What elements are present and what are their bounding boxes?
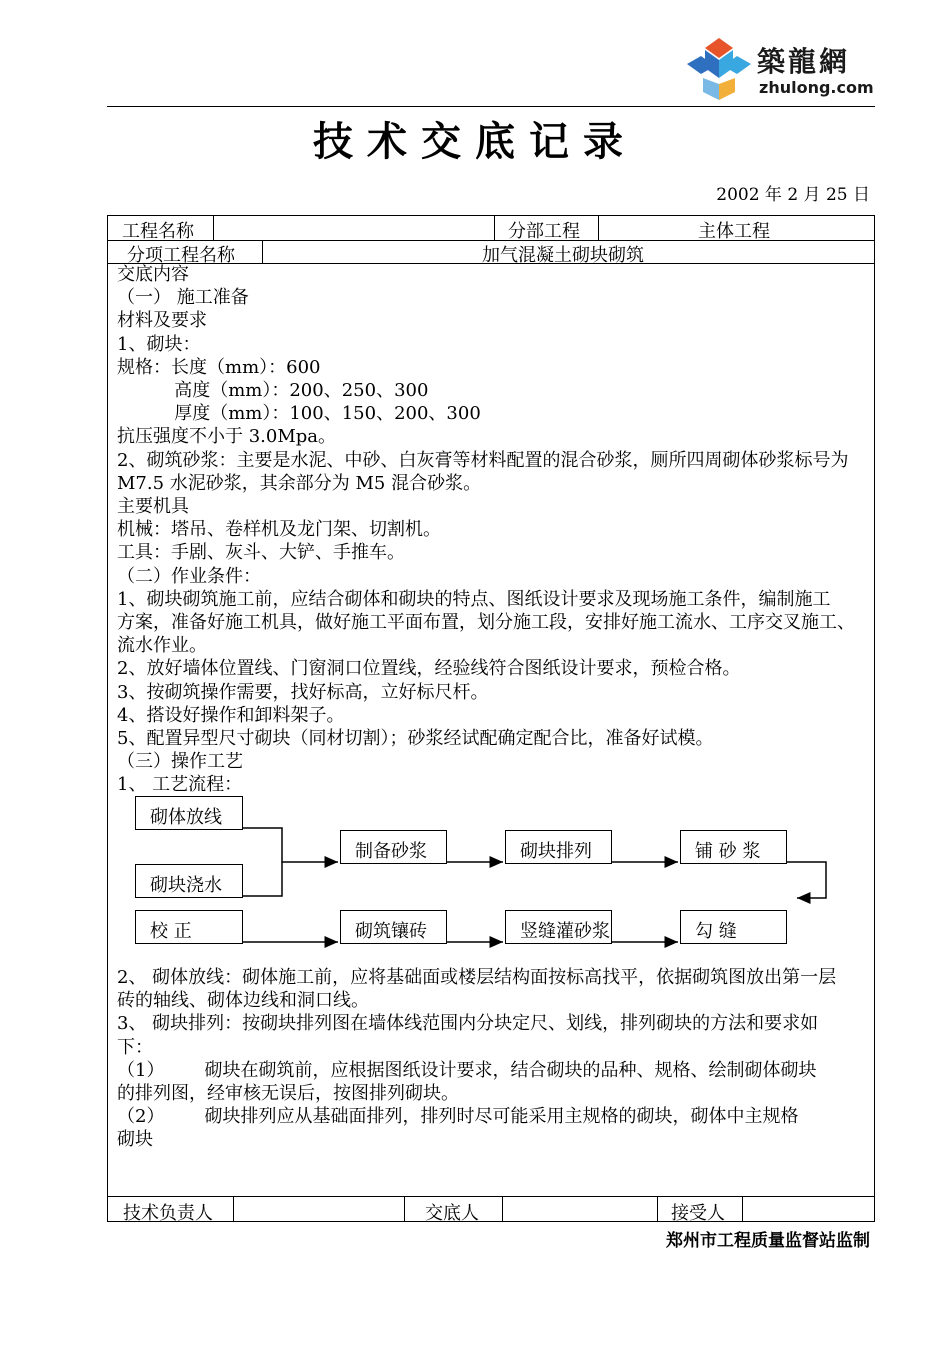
logo-chinese-text: 築龍網 xyxy=(757,45,851,78)
project-name-label: 工程名称 xyxy=(122,221,194,242)
content-line: 2、砌筑砂浆：主要是水泥、中砂、白灰膏等材料配置的混合砂浆，厕所四周砌体砂浆标号为 xyxy=(117,449,849,471)
content-line: 流水作业。 xyxy=(117,635,207,657)
flow-step-spread-mortar: 铺 砂 浆 xyxy=(680,830,787,864)
receiver-label: 接受人 xyxy=(671,1203,725,1224)
tech-lead-label: 技术负责人 xyxy=(123,1203,213,1224)
flow-step-watering: 砌块浇水 xyxy=(135,864,243,898)
item-value: 加气混凝土砌块砌筑 xyxy=(482,245,644,266)
document-date: 2002 年 2 月 25 日 xyxy=(716,185,870,205)
flow-step-brick-inlay: 砌筑镶砖 xyxy=(340,910,447,944)
content-line: 1、砌块： xyxy=(117,333,201,355)
content-line: 1、砌块砌筑施工前，应结合砌体和砌块的特点、图纸设计要求及现场施工条件，编制施工 xyxy=(117,588,831,610)
division-label: 分部工程 xyxy=(508,221,580,242)
content-line: 2、放好墙体位置线、门窗洞口位置线，经验线符合图纸设计要求，预检合格。 xyxy=(117,658,741,680)
flow-step-correct: 校 正 xyxy=(135,910,243,944)
flow-step-joint-grout: 竖缝灌砂浆 xyxy=(505,910,612,944)
content-line: 厚度（mm）：100、150、200、300 xyxy=(117,403,481,425)
content-line: 2、 砌体放线：砌体施工前，应将基础面或楼层结构面按标高找平，依据砌筑图放出第一层 xyxy=(117,967,837,988)
content-line: 4、搭设好操作和卸料架子。 xyxy=(117,704,345,726)
flow-step-layout: 砌体放线 xyxy=(135,796,243,830)
logo-english-text: zhulong.com xyxy=(759,78,874,97)
content-line: 方案，准备好施工机具，做好施工平面布置，划分施工段，安排好施工流水、工序交叉施工、 xyxy=(117,612,855,634)
content-line: 5、配置异型尺寸砌块（同材切割）；砂浆经试配确定配合比，准备好试模。 xyxy=(117,728,714,750)
content-line: （三）操作工艺 xyxy=(117,751,243,773)
content-line: 下： xyxy=(117,1036,153,1058)
division-value: 主体工程 xyxy=(698,221,770,242)
supervisor-footer: 郑州市工程质量监督站监制 xyxy=(666,1231,870,1251)
content-line: 的排列图，经审核无误后，按图排列砌块。 xyxy=(117,1083,459,1105)
content-line: 3、 砌块排列：按砌块排列图在墙体线范围内分块定尺、划线，排列砌块的方法和要求如 xyxy=(117,1013,819,1035)
content-line: 抗压强度不小于 3.0Mpa。 xyxy=(117,426,337,448)
content-line: 砖的轴线、砌体边线和洞口线。 xyxy=(117,990,369,1012)
content-line: （一） 施工准备 xyxy=(117,287,249,309)
content-line: 砌块 xyxy=(117,1129,153,1151)
content-line: 材料及要求 xyxy=(117,310,207,332)
content-line: 高度（mm）：200、250、300 xyxy=(117,380,429,402)
content-line: （二）作业条件： xyxy=(117,565,261,587)
content-line: 主要机具 xyxy=(117,496,189,518)
content-line: 工具：手剧、灰斗、大铲、手推车。 xyxy=(117,542,405,564)
flow-step-block-arrange: 砌块排列 xyxy=(505,830,612,864)
content-line: （1） 砌块在砌筑前，应根据图纸设计要求，结合砌块的品种、规格、绘制砌体砌块 xyxy=(117,1059,817,1081)
flow-step-pointing: 勾 缝 xyxy=(680,910,787,944)
document-title: 技术交底记录 xyxy=(313,118,637,165)
presenter-label: 交底人 xyxy=(425,1203,479,1224)
content-line: （2） 砌块排列应从基础面排列，排列时尽可能采用主规格的砌块，砌体中主规格 xyxy=(117,1106,799,1128)
item-label: 分项工程名称 xyxy=(127,245,235,266)
content-line: M7.5 水泥砂浆，其余部分为 M5 混合砂浆。 xyxy=(117,472,482,494)
content-line: 3、按砌筑操作需要，找好标高，立好标尺杆。 xyxy=(117,681,489,703)
content-line: 交底内容 xyxy=(117,264,189,285)
content-line: 规格：长度（mm）：600 xyxy=(117,356,321,378)
flow-step-mortar-prep: 制备砂浆 xyxy=(340,830,447,864)
content-line: 1、 工艺流程： xyxy=(117,774,243,796)
content-line: 机械：塔吊、卷样机及龙门架、切割机。 xyxy=(117,519,441,541)
